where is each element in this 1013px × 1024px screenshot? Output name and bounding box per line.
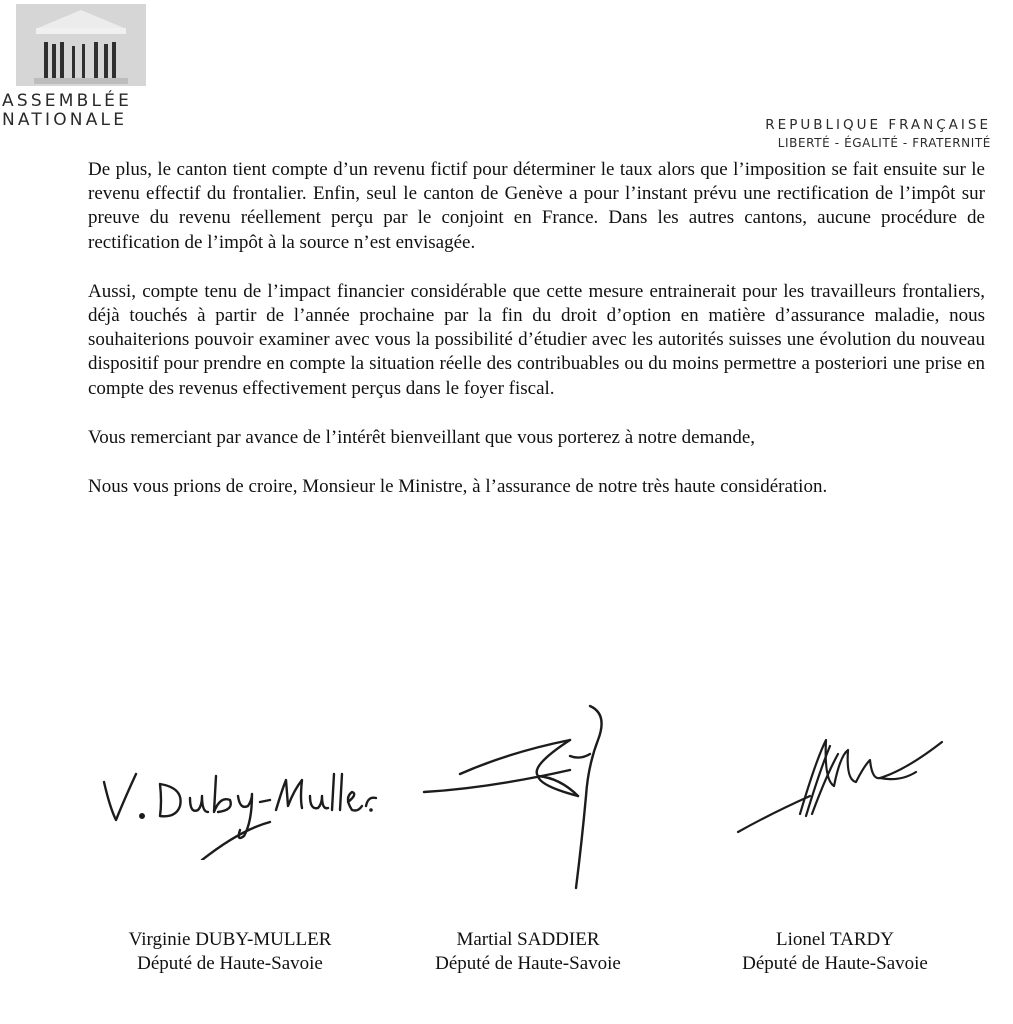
signature-saddier [420,700,620,900]
signatory-tardy [685,928,985,976]
signatory-name: Lionel TARDY [776,929,894,950]
signature-tardy [730,720,950,840]
signatory-saddier [378,928,678,976]
assembly-logo [2,4,162,134]
paragraph-3: Vous remerciant par avance de l’intérêt bienveillant que vous porterez à notre demande, [88,426,756,448]
signature-block [0,690,1013,990]
republic-title: REPUBLIQUE FRANÇAISE [765,117,991,133]
signatory-duby-muller [80,928,380,976]
palais-bourbon-icon [16,4,146,86]
letter-body [88,158,985,524]
institution-name [2,92,132,130]
signatory-name: Martial SADDIER [456,929,600,950]
signatory-title: Député de Haute-Savoie [435,953,621,974]
republic-motto: LIBERTÉ - ÉGALITÉ - FRATERNITÉ [777,136,991,150]
institution-line-2: NATIONALE [2,110,128,130]
paragraph-1: De plus, le canton tient compte d’un revenu fictif pour déterminer le taux alors que l’imposition se fait ensuite sur le revenu effectif du frontalier. Enfin, seul le canton de Genève a pour l’instant prévu une rectification de l’impôt sur preuve du revenu réellement perçu par le conjoint en France. Dans les autres cantons, aucune procédure de rectification de l’impôt à la source n’est envisagée. [88,159,985,253]
signatory-name: Virginie DUBY-MULLER [128,929,332,950]
institution-line-1: ASSEMBLÉE [2,91,133,111]
signatory-title: Député de Haute-Savoie [742,953,928,974]
signature-duby-muller [90,750,380,860]
paragraph-4: Nous vous prions de croire, Monsieur le Ministre, à l’assurance de notre très haute considération. [88,476,828,498]
signatory-title: Député de Haute-Savoie [137,953,323,974]
republic-heading [765,116,991,152]
paragraph-2: Aussi, compte tenu de l’impact financier considérable que cette mesure entrainerait pour les travailleurs frontaliers, déjà touchés à partir de l’année prochaine par la fin du droit d’option en matière d’assurance maladie, nous souhaiterions pouvoir examiner avec vous la possibilité d’étudier avec les autorités suisses une évolution du nouveau dispositif pour prendre en compte la situation réelle des contribuables ou du moins permettre a posteriori une prise en compte des revenus effectivement perçus dans le foyer fiscal. [88,280,985,399]
